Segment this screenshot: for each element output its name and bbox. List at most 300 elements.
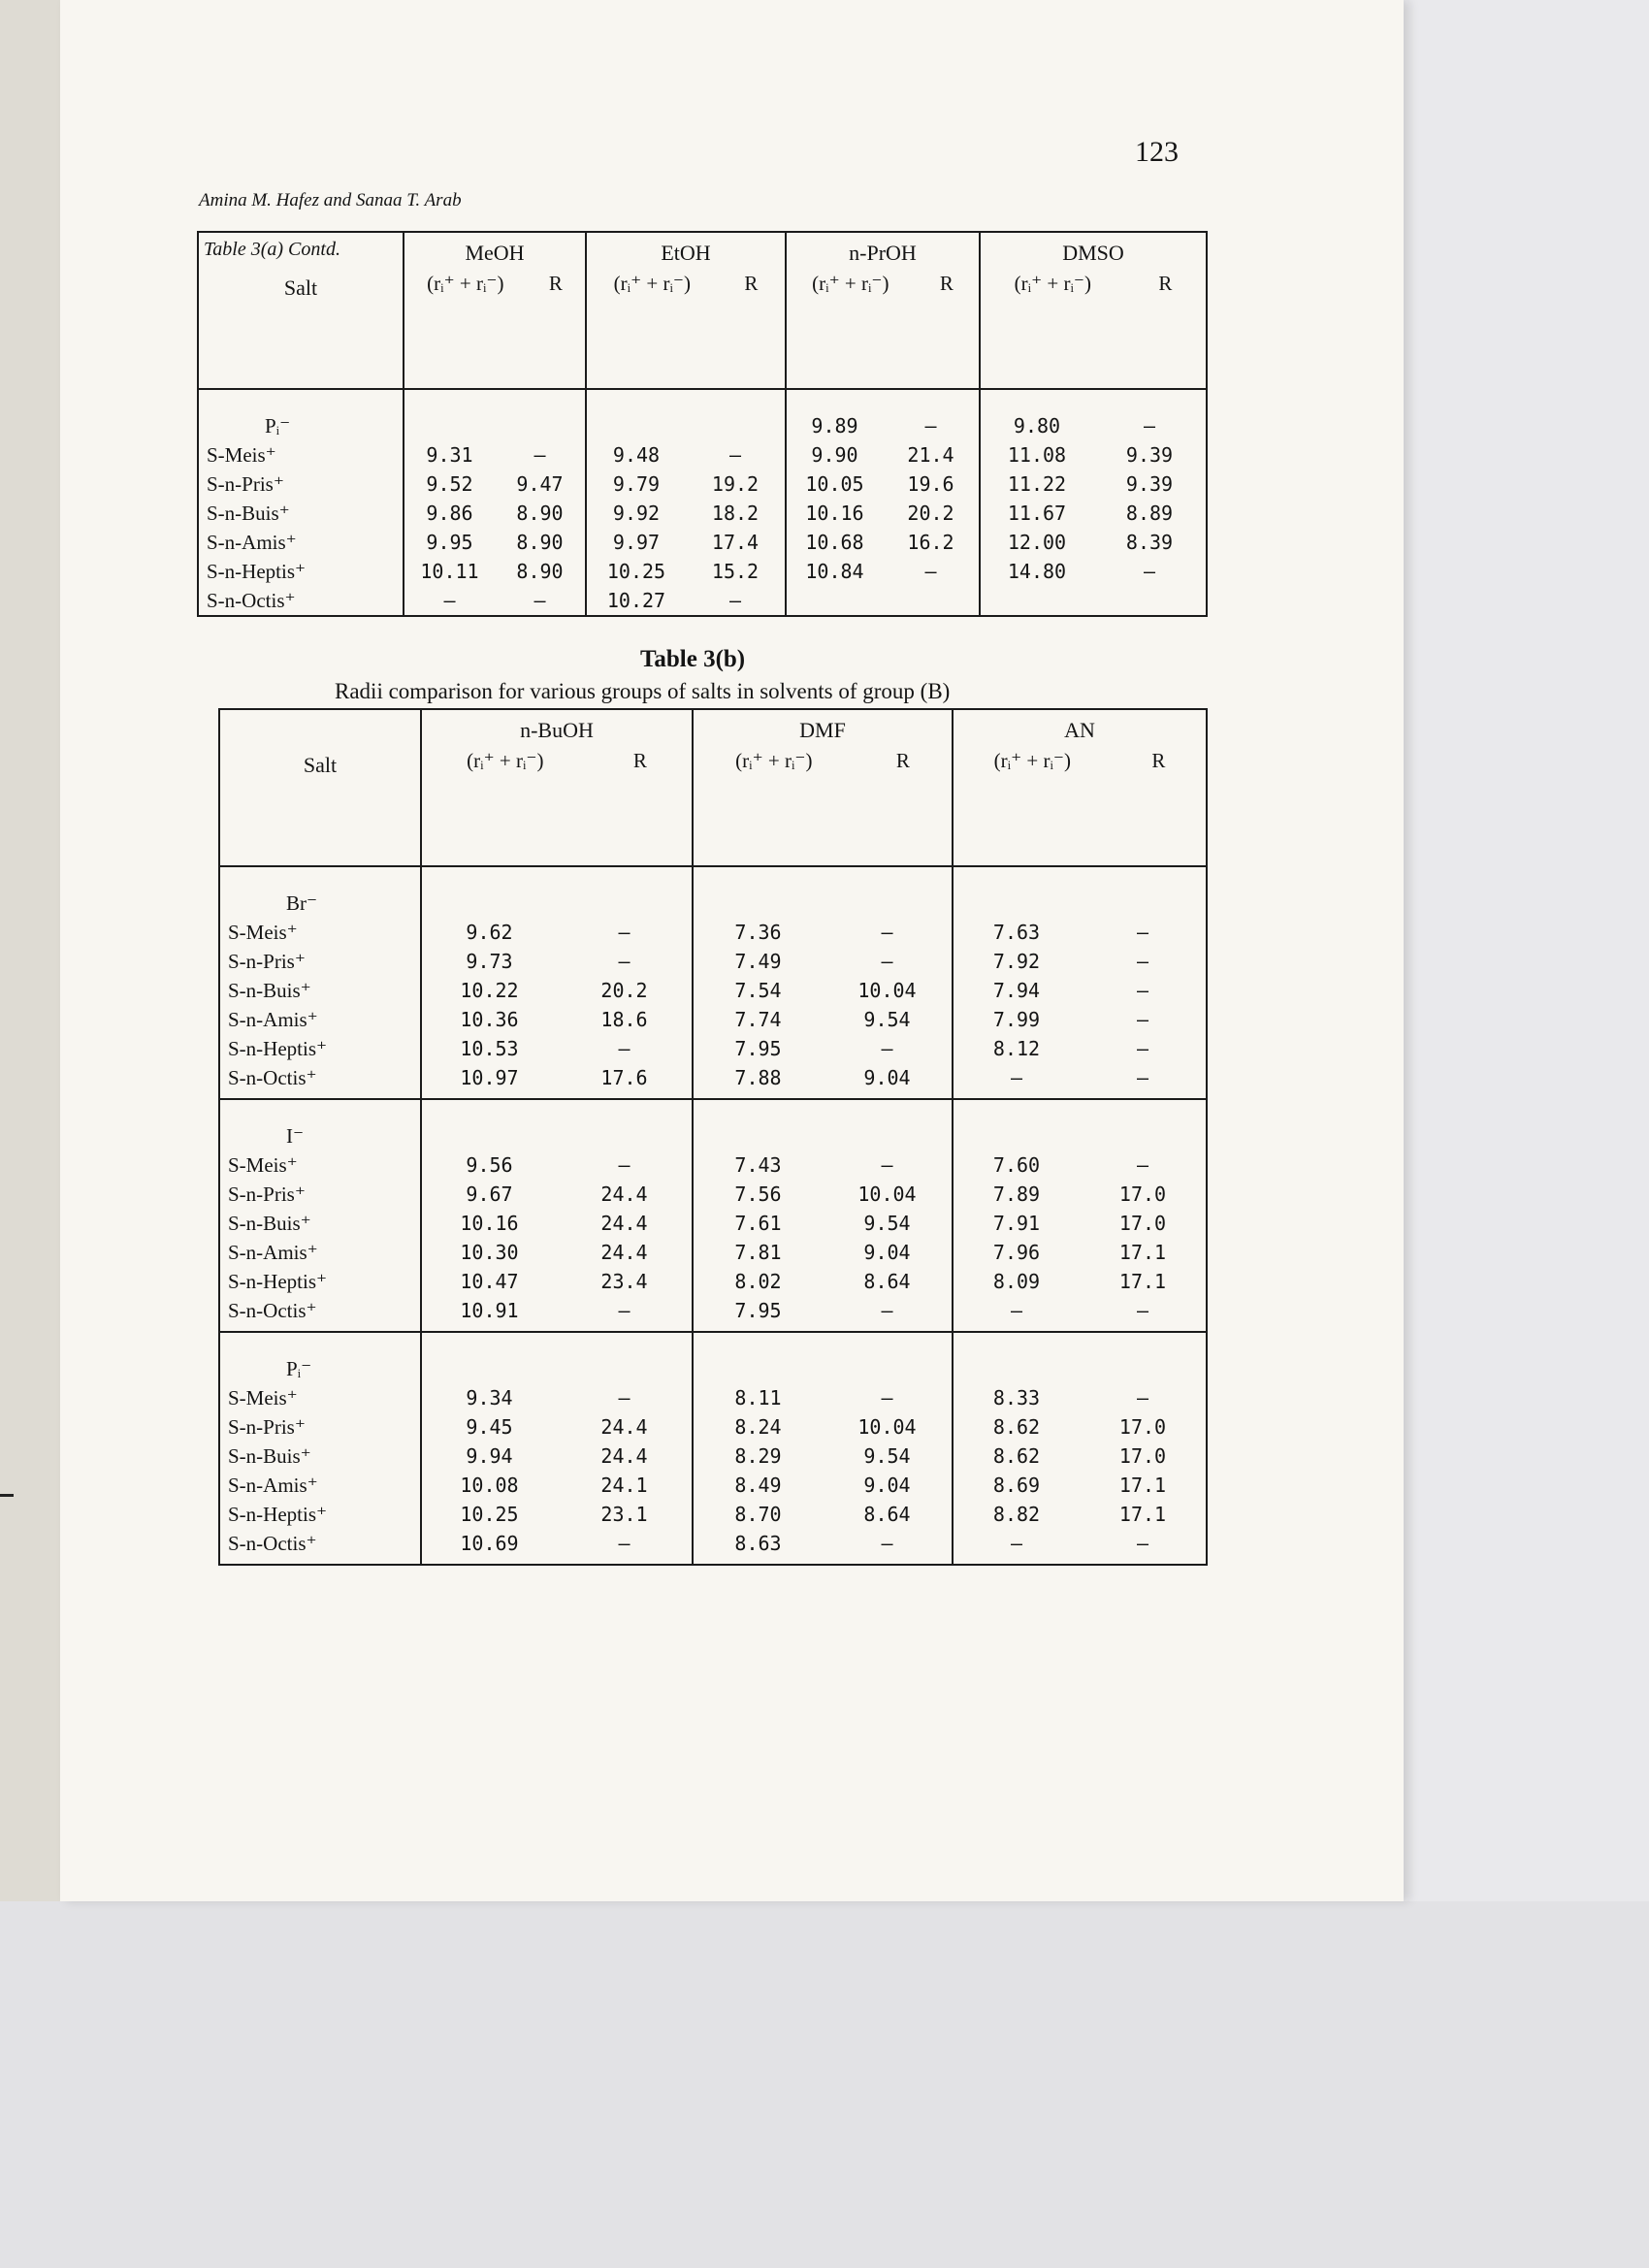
table-value: 9.54 (863, 1444, 911, 1468)
data-cell (953, 1099, 1207, 1332)
table-value: 10.30 (460, 1241, 519, 1264)
value-row (954, 1383, 1206, 1412)
table-value: 8.29 (734, 1444, 782, 1468)
cation-label: S-n-Amis⁺ (228, 1474, 318, 1497)
group-pi (219, 1332, 1207, 1565)
table-value: 8.90 (516, 531, 564, 554)
table-value: — (881, 1153, 893, 1177)
table-value: 14.80 (1007, 560, 1067, 583)
cell-stack (787, 411, 979, 586)
table-value: 10.97 (460, 1066, 519, 1089)
data-cell (693, 1332, 953, 1565)
table-value: 9.47 (516, 472, 564, 496)
table-value: 8.11 (734, 1386, 782, 1409)
cell-stack (694, 1383, 952, 1558)
table-value: 9.62 (466, 921, 513, 944)
table-value: 9.04 (863, 1066, 911, 1089)
table-value: — (881, 1299, 893, 1322)
table-value: 10.27 (606, 589, 666, 612)
table-value: 10.04 (857, 979, 917, 1002)
table-value: 10.36 (460, 1008, 519, 1031)
value-row (694, 1034, 952, 1063)
table-value: 8.62 (992, 1444, 1041, 1468)
table-value: 8.70 (734, 1503, 782, 1526)
value-row (954, 976, 1206, 1005)
table-value: 10.47 (460, 1270, 519, 1293)
value-row (694, 976, 952, 1005)
table-value: — (534, 443, 546, 467)
table-value: 8.69 (992, 1474, 1041, 1497)
table-value: — (618, 1532, 630, 1555)
table-value: 7.81 (734, 1241, 782, 1264)
table-value: 9.67 (466, 1183, 513, 1206)
cell-stack (422, 918, 692, 1092)
value-row (954, 1150, 1206, 1180)
value-row (954, 947, 1206, 976)
table-value: 9.56 (466, 1153, 513, 1177)
value-row (694, 1267, 952, 1296)
table-value: 15.2 (711, 560, 760, 583)
value-row (422, 1500, 692, 1529)
table-value: 10.04 (857, 1415, 917, 1439)
cation-label: S-n-Pris⁺ (228, 1415, 306, 1439)
value-row (422, 1238, 692, 1267)
table-value: 23.1 (600, 1503, 648, 1526)
solvent-header-dmso: DMSO (rᵢ⁺ + rᵢ⁻) R (980, 232, 1207, 389)
cation-label: S-n-Pris⁺ (228, 950, 306, 973)
background-surface (0, 1901, 1649, 2268)
value-row (787, 411, 979, 440)
value-row (694, 1412, 952, 1442)
table-value: 24.4 (600, 1415, 648, 1439)
table-value: — (618, 921, 630, 944)
table-value: 16.2 (907, 531, 954, 554)
value-row (422, 947, 692, 976)
table-value: — (1136, 921, 1149, 944)
data-cell (953, 866, 1207, 1099)
table-value: 11.22 (1007, 472, 1067, 496)
table-value: 17.0 (1118, 1212, 1167, 1235)
value-row (422, 1529, 692, 1558)
data-cell (693, 1099, 953, 1332)
data-cell-meoh (404, 389, 586, 616)
data-cell (421, 866, 693, 1099)
table-value: 17.6 (600, 1066, 648, 1089)
value-row (981, 528, 1206, 557)
value-row (981, 411, 1206, 440)
value-row (587, 470, 785, 499)
cell-stack (422, 1150, 692, 1325)
table-value: 9.95 (426, 531, 473, 554)
cell-stack (954, 918, 1206, 1092)
page-number: 123 (1135, 136, 1179, 168)
value-row (954, 1238, 1206, 1267)
table-value: 7.74 (734, 1008, 782, 1031)
table-value: 17.0 (1118, 1183, 1167, 1206)
cation-label: S-n-Buis⁺ (228, 1444, 311, 1468)
table-value: — (1143, 414, 1156, 437)
cation-label: S-n-Heptis⁺ (228, 1037, 328, 1060)
table-value: 9.79 (612, 472, 661, 496)
value-row (422, 1442, 692, 1471)
cell-stack (954, 1150, 1206, 1325)
table-value: 8.82 (992, 1503, 1041, 1526)
table-value: 10.25 (606, 560, 666, 583)
table-value: 7.43 (734, 1153, 782, 1177)
table-value: 7.49 (734, 950, 782, 973)
table-value: — (1136, 1008, 1149, 1031)
table-value: — (728, 589, 742, 612)
table-value: 17.1 (1118, 1270, 1167, 1293)
table-value: 20.2 (600, 979, 648, 1002)
value-row (954, 1209, 1206, 1238)
table-value: 9.80 (1013, 414, 1061, 437)
table-value: 7.56 (734, 1183, 782, 1206)
table-value: 10.16 (805, 502, 864, 525)
value-row (694, 1005, 952, 1034)
table-value: 10.25 (460, 1503, 519, 1526)
table-value: 10.11 (420, 560, 479, 583)
table-value: — (1136, 1153, 1149, 1177)
salt-column (219, 1332, 421, 1565)
table-value: 7.95 (734, 1299, 782, 1322)
table-value (495, 411, 585, 440)
value-row (422, 1034, 692, 1063)
table-value: 7.89 (992, 1183, 1041, 1206)
value-row (422, 1471, 692, 1500)
value-row (954, 1529, 1206, 1558)
table-3b (218, 708, 1208, 1566)
left-page-tick (0, 1494, 14, 1497)
value-row (954, 1063, 1206, 1092)
table-value: 8.09 (992, 1270, 1041, 1293)
cation-label: S-n-Amis⁺ (207, 531, 297, 554)
table-value: 9.54 (863, 1008, 911, 1031)
value-row (981, 440, 1206, 470)
table-value: — (1136, 1066, 1149, 1089)
value-row (404, 586, 585, 615)
table-3b-title: Table 3(b) (640, 646, 746, 672)
value-row (954, 1500, 1206, 1529)
table-value: 10.69 (460, 1532, 519, 1555)
data-cell (693, 866, 953, 1099)
cation-label: S-n-Buis⁺ (207, 502, 290, 525)
cation-label: S-n-Amis⁺ (228, 1241, 318, 1264)
cation-label: S-Meis⁺ (228, 1153, 298, 1177)
value-row (787, 499, 979, 528)
value-row (694, 1471, 952, 1500)
value-row (422, 976, 692, 1005)
value-row (694, 1209, 952, 1238)
table-value: — (924, 560, 937, 583)
table-value: — (881, 950, 893, 973)
value-row (587, 557, 785, 586)
value-row (787, 440, 979, 470)
value-row (694, 1296, 952, 1325)
table-value: — (618, 1299, 630, 1322)
table-value: 20.2 (907, 502, 954, 525)
value-row (422, 1267, 692, 1296)
data-cell (421, 1099, 693, 1332)
authors: Amina M. Hafez and Sanaa T. Arab (199, 190, 462, 211)
table-value: 7.36 (734, 921, 782, 944)
cation-label: S-n-Heptis⁺ (228, 1503, 328, 1526)
data-cell (421, 1332, 693, 1565)
cation-label: S-Meis⁺ (228, 921, 298, 944)
table-value: 19.6 (907, 472, 954, 496)
table-value: 7.92 (992, 950, 1041, 973)
cell-stack (228, 1121, 420, 1325)
anion-label: Pᵢ⁻ (286, 1357, 312, 1380)
table-value: — (618, 1037, 630, 1060)
table-value: 7.91 (992, 1212, 1041, 1235)
table-value: 9.90 (811, 443, 858, 467)
cell-stack (228, 889, 420, 1092)
table-value: 10.16 (460, 1212, 519, 1235)
value-row (954, 1034, 1206, 1063)
cell-stack (207, 411, 403, 615)
value-row (954, 1267, 1206, 1296)
table-value: 17.1 (1118, 1241, 1167, 1264)
salt-column (219, 1099, 421, 1332)
table-value: 7.96 (992, 1241, 1041, 1264)
table-value: — (618, 1153, 630, 1177)
table-value: 8.90 (516, 560, 564, 583)
value-row (694, 1180, 952, 1209)
value-row (694, 1383, 952, 1412)
table-value: 10.04 (857, 1183, 917, 1206)
table-3a-caption: Table 3(a) Contd. (204, 239, 340, 260)
anion-label: Br⁻ (286, 891, 318, 915)
cell-stack (694, 918, 952, 1092)
table-value: 9.45 (466, 1415, 513, 1439)
value-row (404, 557, 585, 586)
table-value: 24.4 (600, 1183, 648, 1206)
value-row (587, 586, 785, 615)
table-value: 9.89 (811, 414, 858, 437)
column-subheaders: (rᵢ⁺ + rᵢ⁻) R (735, 749, 910, 772)
value-row (981, 470, 1206, 499)
table-value: — (728, 443, 742, 467)
table-value: 7.88 (734, 1066, 782, 1089)
data-cell (953, 1332, 1207, 1565)
table-value: 7.95 (734, 1037, 782, 1060)
value-row (787, 470, 979, 499)
value-row (954, 1296, 1206, 1325)
table-value: — (534, 589, 546, 612)
value-row (954, 1005, 1206, 1034)
cation-label: S-n-Amis⁺ (228, 1008, 318, 1031)
cation-label: S-n-Heptis⁺ (228, 1270, 328, 1293)
solvent-header-an: AN (rᵢ⁺ + rᵢ⁻) R (953, 709, 1207, 866)
table-value: 21.4 (907, 443, 954, 467)
table-value: — (1136, 1386, 1149, 1409)
value-row (954, 1412, 1206, 1442)
table-value: — (1136, 1299, 1149, 1322)
value-row (694, 1150, 952, 1180)
value-row (787, 557, 979, 586)
value-row (587, 440, 785, 470)
solvent-header-nbuoh: n-BuOH (rᵢ⁺ + rᵢ⁻) R (421, 709, 693, 866)
column-subheaders: (rᵢ⁺ + rᵢ⁻) R (613, 272, 759, 295)
table-value: 8.62 (992, 1415, 1041, 1439)
value-row (404, 470, 585, 499)
table-value: 7.60 (992, 1153, 1041, 1177)
value-row (694, 1529, 952, 1558)
table-3a-header (198, 232, 1207, 389)
table-value (404, 411, 495, 440)
table-value: 7.54 (734, 979, 782, 1002)
table-value: 10.53 (460, 1037, 519, 1060)
table-value: 9.34 (466, 1386, 513, 1409)
table-value: 9.52 (426, 472, 473, 496)
cation-label: S-Meis⁺ (207, 443, 276, 467)
value-row (981, 557, 1206, 586)
table-value: 9.94 (466, 1444, 513, 1468)
table-3b-header (219, 709, 1207, 866)
table-value: 9.54 (863, 1212, 911, 1235)
table-value: 9.97 (612, 531, 661, 554)
running-head (199, 190, 462, 211)
table-value: — (1010, 1299, 1023, 1322)
table-value: — (1136, 1037, 1149, 1060)
table-value: 17.4 (711, 531, 760, 554)
column-subheaders: (rᵢ⁺ + rᵢ⁻) R (427, 272, 563, 295)
table-value: 24.4 (600, 1241, 648, 1264)
group-br (219, 866, 1207, 1099)
cell-stack (694, 1150, 952, 1325)
table-value: — (881, 1037, 893, 1060)
table-value: 23.4 (600, 1270, 648, 1293)
table-value: 17.0 (1118, 1444, 1167, 1468)
data-cell-dmso (980, 389, 1207, 616)
table-value: — (618, 950, 630, 973)
cation-label: S-n-Octis⁺ (228, 1066, 317, 1089)
cell-stack (954, 1383, 1206, 1558)
value-row (422, 1412, 692, 1442)
table-value: — (1010, 1532, 1023, 1555)
cell-stack (422, 1383, 692, 1558)
table-value: — (1143, 560, 1156, 583)
group-i (219, 1099, 1207, 1332)
value-row (954, 1442, 1206, 1471)
value-row (694, 1238, 952, 1267)
table-value: 17.1 (1118, 1474, 1167, 1497)
table-value: — (881, 921, 893, 944)
cation-label: S-n-Heptis⁺ (207, 560, 307, 583)
value-row (694, 1063, 952, 1092)
table-value: 18.6 (600, 1008, 648, 1031)
table-value: 18.2 (711, 502, 760, 525)
table-value: 24.1 (600, 1474, 648, 1497)
cation-label: S-n-Octis⁺ (207, 589, 296, 612)
table-3a (197, 231, 1208, 617)
table-value: 24.4 (600, 1212, 648, 1235)
table-value: 11.08 (1007, 443, 1067, 467)
column-subheaders: (rᵢ⁺ + rᵢ⁻) R (1014, 272, 1173, 295)
value-row (422, 1209, 692, 1238)
cell-stack (981, 411, 1206, 586)
anion-label: I⁻ (286, 1124, 305, 1148)
table-value: 8.39 (1125, 531, 1174, 554)
table-value: 7.61 (734, 1212, 782, 1235)
value-row (954, 1180, 1206, 1209)
table-value: — (443, 589, 456, 612)
table-value: 10.84 (805, 560, 864, 583)
column-subheaders: (rᵢ⁺ + rᵢ⁻) R (812, 272, 954, 295)
table-value: — (881, 1532, 893, 1555)
table-value: 9.73 (466, 950, 513, 973)
column-subheaders: (rᵢ⁺ + rᵢ⁻) R (993, 749, 1166, 772)
table-value: 10.08 (460, 1474, 519, 1497)
cell-stack (404, 411, 585, 615)
table-value: 7.94 (992, 979, 1041, 1002)
table-value: 8.90 (516, 502, 564, 525)
table-value: 8.89 (1125, 502, 1174, 525)
cation-label: S-n-Pris⁺ (207, 472, 284, 496)
table-value: 8.12 (992, 1037, 1041, 1060)
value-row (954, 918, 1206, 947)
value-row (422, 1383, 692, 1412)
table-value: 9.39 (1125, 472, 1174, 496)
table-value: 10.22 (460, 979, 519, 1002)
cell-stack (228, 1354, 420, 1558)
value-row (422, 1180, 692, 1209)
table-value: 8.64 (863, 1270, 911, 1293)
table-value: 10.91 (460, 1299, 519, 1322)
value-row (422, 1296, 692, 1325)
data-cell-nproh (786, 389, 980, 616)
salt-header: Salt (198, 232, 404, 389)
cation-label: S-n-Buis⁺ (228, 1212, 311, 1235)
table-value: 8.64 (863, 1503, 911, 1526)
value-row (694, 1442, 952, 1471)
table-value: — (1136, 1532, 1149, 1555)
table-value: 10.68 (805, 531, 864, 554)
value-row (404, 440, 585, 470)
table-value: 9.04 (863, 1241, 911, 1264)
table-value: — (881, 1386, 893, 1409)
value-row (787, 528, 979, 557)
table-value: — (1136, 979, 1149, 1002)
table-value: 19.2 (711, 472, 760, 496)
table-3a-body (198, 389, 1207, 616)
table-value: — (924, 414, 937, 437)
cation-label: S-Meis⁺ (228, 1386, 298, 1409)
table-value: — (1136, 950, 1149, 973)
anion-label: Pᵢ⁻ (265, 414, 291, 437)
data-cell-etoh (586, 389, 786, 616)
salt-column (219, 866, 421, 1099)
value-row (422, 1005, 692, 1034)
value-row (404, 499, 585, 528)
salt-header: Salt (219, 709, 421, 866)
value-row (422, 1150, 692, 1180)
value-row (404, 528, 585, 557)
table-value: 7.99 (992, 1008, 1041, 1031)
table-value: 8.24 (734, 1415, 782, 1439)
table-value: 17.0 (1118, 1415, 1167, 1439)
value-row (694, 1500, 952, 1529)
cation-label: S-n-Octis⁺ (228, 1299, 317, 1322)
cell-stack (587, 440, 785, 615)
table-value: — (1010, 1066, 1023, 1089)
solvent-header-meoh: MeOH (rᵢ⁺ + rᵢ⁻) R (404, 232, 586, 389)
table-value: — (618, 1386, 630, 1409)
table-value: 7.63 (992, 921, 1041, 944)
table-value: 11.67 (1007, 502, 1067, 525)
table-value: 8.49 (734, 1474, 782, 1497)
